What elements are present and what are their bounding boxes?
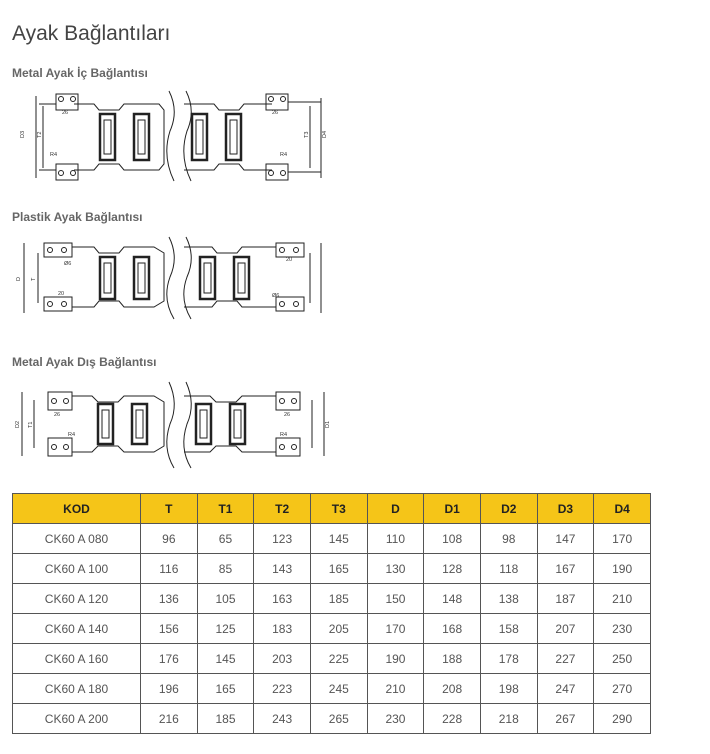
cell-t1: 165 xyxy=(197,674,254,704)
header-t2: T2 xyxy=(254,494,311,524)
cell-t2: 163 xyxy=(254,584,311,614)
cell-t3: 245 xyxy=(310,674,367,704)
label-t1: T1 xyxy=(28,421,34,428)
label-radius-left: R4 xyxy=(50,152,58,158)
cell-d: 130 xyxy=(367,554,424,584)
cell-kod: CK60 A 140 xyxy=(13,614,141,644)
cell-d1: 108 xyxy=(424,524,481,554)
cell-d1: 148 xyxy=(424,584,481,614)
cell-kod: CK60 A 080 xyxy=(13,524,141,554)
label-width-right: 20 xyxy=(286,257,293,263)
cell-t: 136 xyxy=(141,584,198,614)
cell-t1: 145 xyxy=(197,644,254,674)
header-d: D xyxy=(367,494,424,524)
table-row xyxy=(13,674,651,704)
header-d2: D2 xyxy=(480,494,537,524)
label-width-left: 26 xyxy=(54,412,61,418)
header-d3: D3 xyxy=(537,494,594,524)
cell-t3: 165 xyxy=(310,554,367,584)
label-radius-right: R4 xyxy=(280,152,288,158)
drawing-metal-inner xyxy=(14,86,334,186)
table-header-row xyxy=(13,494,651,524)
header-kod: KOD xyxy=(13,494,141,524)
cell-kod: CK60 A 200 xyxy=(13,704,141,734)
cell-t3: 145 xyxy=(310,524,367,554)
cell-t3: 225 xyxy=(310,644,367,674)
cell-d3: 227 xyxy=(537,644,594,674)
cell-t2: 123 xyxy=(254,524,311,554)
cell-d: 110 xyxy=(367,524,424,554)
label-d4: D4 xyxy=(322,130,328,138)
cell-d3: 147 xyxy=(537,524,594,554)
cell-d3: 207 xyxy=(537,614,594,644)
table-row xyxy=(13,644,651,674)
cell-d1: 188 xyxy=(424,644,481,674)
label-radius-right: R4 xyxy=(280,432,288,438)
cell-d: 210 xyxy=(367,674,424,704)
cell-kod: CK60 A 120 xyxy=(13,584,141,614)
cell-d1: 128 xyxy=(424,554,481,584)
cell-t2: 183 xyxy=(254,614,311,644)
label-d2: D2 xyxy=(15,420,21,428)
cell-d2: 198 xyxy=(480,674,537,704)
label-t2: T2 xyxy=(37,131,43,138)
cell-kod: CK60 A 160 xyxy=(13,644,141,674)
cell-t1: 105 xyxy=(197,584,254,614)
cell-kod: CK60 A 180 xyxy=(13,674,141,704)
section-title-plastic: Plastik Ayak Bağlantısı xyxy=(12,210,143,224)
cell-t: 216 xyxy=(141,704,198,734)
table-row xyxy=(13,524,651,554)
cell-d1: 168 xyxy=(424,614,481,644)
cell-t3: 185 xyxy=(310,584,367,614)
cell-d: 230 xyxy=(367,704,424,734)
table-row xyxy=(13,704,651,734)
cell-kod: CK60 A 100 xyxy=(13,554,141,584)
label-t3: T3 xyxy=(304,131,310,138)
label-radius-left: R4 xyxy=(68,432,76,438)
cell-t1: 65 xyxy=(197,524,254,554)
label-d3: D3 xyxy=(20,130,26,138)
cell-t1: 85 xyxy=(197,554,254,584)
header-d4: D4 xyxy=(594,494,651,524)
cell-d1: 228 xyxy=(424,704,481,734)
cell-d: 150 xyxy=(367,584,424,614)
cell-t2: 223 xyxy=(254,674,311,704)
cell-d2: 178 xyxy=(480,644,537,674)
cell-t: 176 xyxy=(141,644,198,674)
drawing-metal-outer xyxy=(14,378,334,470)
label-diameter-left: Ø6 xyxy=(64,261,72,267)
cell-d2: 138 xyxy=(480,584,537,614)
cell-d2: 98 xyxy=(480,524,537,554)
drawing-plastic xyxy=(14,233,334,321)
cell-d4: 230 xyxy=(594,614,651,644)
header-d1: D1 xyxy=(424,494,481,524)
cell-d2: 218 xyxy=(480,704,537,734)
cell-t2: 243 xyxy=(254,704,311,734)
label-width-left: 26 xyxy=(62,110,69,116)
header-t1: T1 xyxy=(197,494,254,524)
cell-d4: 210 xyxy=(594,584,651,614)
header-t: T xyxy=(141,494,198,524)
cell-t1: 185 xyxy=(197,704,254,734)
section-title-metal-outer: Metal Ayak Dış Bağlantısı xyxy=(12,355,157,369)
cell-t2: 143 xyxy=(254,554,311,584)
cell-d4: 170 xyxy=(594,524,651,554)
cell-d4: 270 xyxy=(594,674,651,704)
cell-t: 196 xyxy=(141,674,198,704)
cell-d3: 187 xyxy=(537,584,594,614)
cell-t3: 265 xyxy=(310,704,367,734)
cell-t2: 203 xyxy=(254,644,311,674)
header-t3: T3 xyxy=(310,494,367,524)
section-title-metal-inner: Metal Ayak İç Bağlantısı xyxy=(12,66,148,80)
cell-d4: 250 xyxy=(594,644,651,674)
cell-t1: 125 xyxy=(197,614,254,644)
spec-table xyxy=(12,493,651,734)
table-row xyxy=(13,614,651,644)
label-t: T xyxy=(31,277,37,281)
table-row xyxy=(13,554,651,584)
cell-d4: 290 xyxy=(594,704,651,734)
cell-t: 116 xyxy=(141,554,198,584)
cell-d2: 118 xyxy=(480,554,537,584)
table-row xyxy=(13,584,651,614)
cell-d: 190 xyxy=(367,644,424,674)
page-title: Ayak Bağlantıları xyxy=(12,22,171,45)
cell-d3: 167 xyxy=(537,554,594,584)
cell-d4: 190 xyxy=(594,554,651,584)
label-d: D xyxy=(16,277,22,281)
cell-d2: 158 xyxy=(480,614,537,644)
label-diameter-right: Ø6 xyxy=(272,293,280,299)
cell-d1: 208 xyxy=(424,674,481,704)
label-width-right: 26 xyxy=(272,110,279,116)
cell-t: 156 xyxy=(141,614,198,644)
label-width-right: 26 xyxy=(284,412,291,418)
cell-d3: 247 xyxy=(537,674,594,704)
label-d1: D1 xyxy=(325,420,331,428)
cell-t: 96 xyxy=(141,524,198,554)
cell-t3: 205 xyxy=(310,614,367,644)
cell-d: 170 xyxy=(367,614,424,644)
cell-d3: 267 xyxy=(537,704,594,734)
label-width-left: 20 xyxy=(58,291,65,297)
